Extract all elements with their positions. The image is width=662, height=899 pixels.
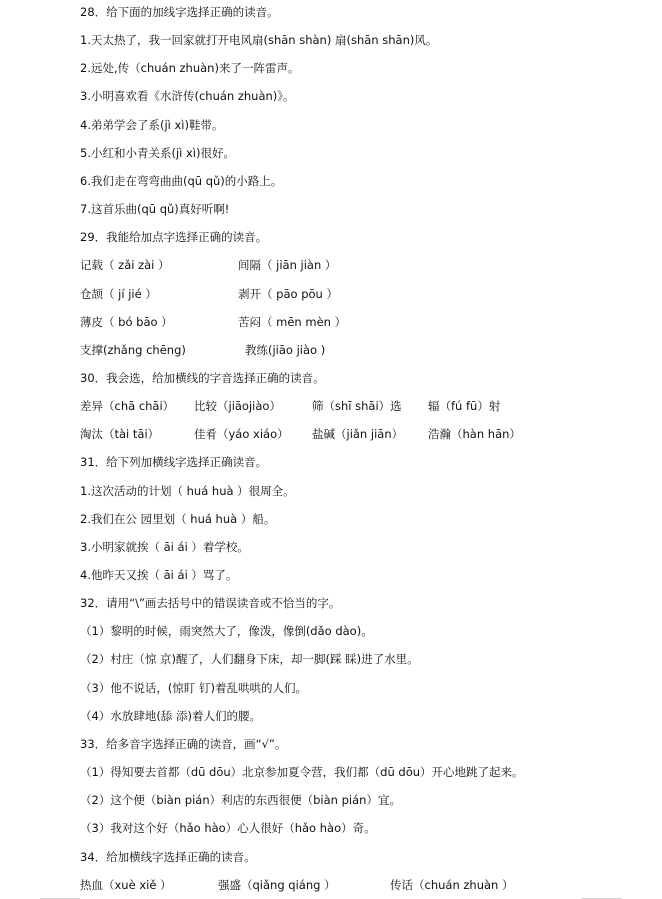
- answer-option: 差异（chā chāi）: [80, 399, 175, 413]
- answer-option: 筛（shī shāi）选: [312, 399, 402, 413]
- worksheet-line: 29．我能给加点字选择正确的读音。: [80, 230, 268, 244]
- answer-row: [80, 342, 642, 358]
- worksheet-line: 7.这首乐曲(qū qǔ)真好听啊!: [80, 202, 230, 216]
- worksheet-line: 28．给下面的加线字选择正确的读音。: [80, 5, 279, 19]
- worksheet-line: （4）水放肆地(舔 添)着人们的腰。: [80, 709, 261, 723]
- worksheet-line: （2）这个便（biàn pián）利店的东西很便（biàn pián）宜。: [80, 793, 401, 807]
- answer-option: 教练(jiāo jiào ): [245, 343, 326, 357]
- worksheet-line: 1.这次活动的计划（ huá huà ）很周全。: [80, 484, 295, 498]
- answer-option: 盐碱（jiǎn jiān）: [312, 427, 404, 441]
- worksheet-line: 2.我们在公 园里划（ huá huà ）船。: [80, 512, 276, 526]
- answer-row: [80, 257, 642, 273]
- answer-option: 浩瀚（hàn hān）: [428, 427, 521, 441]
- answer-row: [80, 286, 642, 302]
- worksheet-line: 30．我会选，给加横线的字音选择正确的读音。: [80, 371, 325, 385]
- worksheet-line: （1）得知要去首都（dū dōu）北京参加夏令营，我们都（dū dōu）开心地跳了起来。: [80, 765, 524, 779]
- worksheet-line: 5.小红和小青关系(jì xì)很好。: [80, 146, 235, 160]
- answer-row: [80, 398, 642, 414]
- answer-option: 记载（ zǎi zài ）: [80, 258, 170, 272]
- worksheet-line: 2.远处,传（chuán zhuàn)来了一阵雷声。: [80, 61, 300, 75]
- worksheet-line: 31．给下列加横线字选择正确读音。: [80, 455, 268, 469]
- answer-option: 传话（chuán zhuàn ）: [390, 878, 514, 892]
- answer-option: 比较（jiāojiào）: [194, 399, 281, 413]
- answer-option: 间隔（ jiān jiàn ）: [238, 258, 337, 272]
- worksheet-line: 3.小明家就挨（ āi ái ）着学校。: [80, 540, 249, 554]
- answer-option: 热血（xuè xiě ）: [80, 878, 172, 892]
- worksheet-line: 3.小明喜欢看《水浒传(chuán zhuàn)》。: [80, 89, 295, 103]
- worksheet-line: 6.我们走在弯弯曲曲(qū qǔ)的小路上。: [80, 174, 283, 188]
- answer-option: 支撑(zhǎng chēng): [80, 343, 186, 357]
- answer-row: [80, 426, 642, 442]
- answer-option: 辐（fú fū）射: [428, 399, 501, 413]
- worksheet-line: 33．给多音字选择正确的读音，画“√”。: [80, 737, 287, 751]
- worksheet-line: 32．请用“\”画去括号中的错误读音或不恰当的字。: [80, 596, 341, 610]
- answer-option: 仓颉（ jí jié ）: [80, 287, 157, 301]
- answer-option: 剥开（ pāo pōu ）: [238, 287, 338, 301]
- worksheet-line: 34．给加横线字选择正确的读音。: [80, 850, 256, 864]
- answer-option: 苦闷（ mēn mèn ）: [238, 315, 347, 329]
- answer-option: 淘汰（tài tāi）: [80, 427, 160, 441]
- worksheet-line: （3）他不说话，(惊盯 钉)着乱哄哄的人们。: [80, 681, 307, 695]
- worksheet-line: （1）黎明的时候，雨突然大了，像泼，像倒(dǎo dào)。: [80, 624, 373, 638]
- answer-row: [80, 877, 642, 893]
- answer-row: [80, 314, 642, 330]
- worksheet-line: （3）我对这个好（hǎo hào）心人很好（hǎo hào）奇。: [80, 821, 376, 835]
- answer-option: 佳肴（yáo xiáo）: [194, 427, 289, 441]
- worksheet-line: （2）村庄（惊 京)醒了，人们翻身下床，却一脚(踩 睬)进了水里。: [80, 652, 419, 666]
- answer-option: 薄皮（ bó bāo ）: [80, 315, 173, 329]
- answer-option: 强盛（qiǎng qiáng ）: [218, 878, 336, 892]
- worksheet-line: 4.弟弟学会了系(jì xì)鞋带。: [80, 118, 224, 132]
- worksheet-line: 4.他昨天又挨（ āi ái ）骂了。: [80, 568, 238, 582]
- worksheet-line: 1.天太热了，我一回家就打开电风扇(shān shàn) 扇(shān shān)风。: [80, 33, 438, 47]
